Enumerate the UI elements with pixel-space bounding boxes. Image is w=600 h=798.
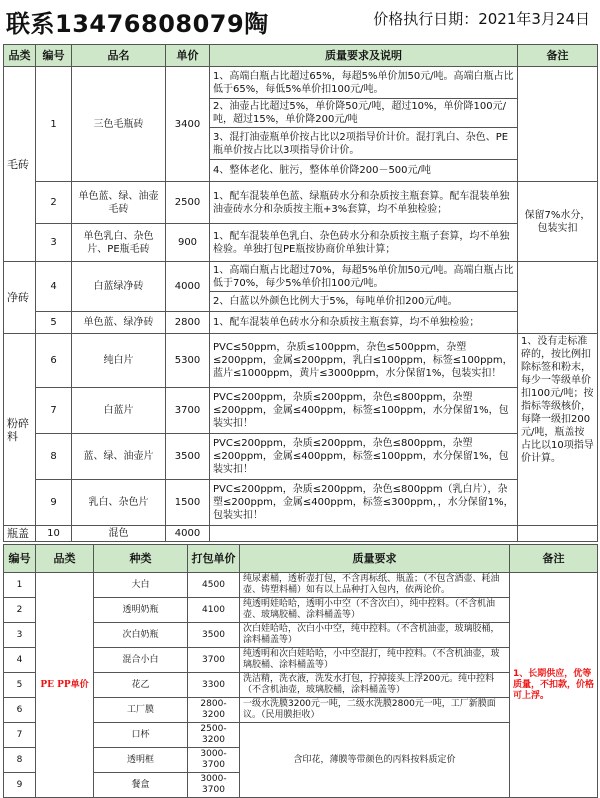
col-number: 编号 xyxy=(36,45,72,67)
row-number: 9 xyxy=(4,773,36,798)
table-row xyxy=(4,598,598,623)
col-name: 品名 xyxy=(72,45,166,67)
table-row xyxy=(4,224,598,262)
row-price: 1500 xyxy=(166,480,210,526)
row-kind: 花乙 xyxy=(94,673,188,698)
row-name: 单色蓝、绿净砖 xyxy=(72,312,166,334)
row-kind: 混合小白 xyxy=(94,648,188,673)
row-number: 1 xyxy=(36,67,72,182)
effective-date: 价格执行日期：2021年3月24日 xyxy=(373,10,590,28)
col-category: 品类 xyxy=(4,45,36,67)
col-price: 单价 xyxy=(166,45,210,67)
table-row xyxy=(4,312,598,334)
row-price: 3000-3700 xyxy=(188,773,240,798)
row-price: 3300 xyxy=(188,673,240,698)
col-kind: 种类 xyxy=(94,545,188,573)
table-row xyxy=(4,480,598,526)
row-name: 单色蓝、绿、油壶毛砖 xyxy=(72,182,166,224)
row-name: 混色 xyxy=(72,526,166,542)
desc-text: 3、混打油壶瓶单价按占比以2项指导价计价。混打乳白、杂色、PE瓶单价按占比以3项指导价计价。 xyxy=(210,128,518,160)
empty-cell xyxy=(210,526,518,542)
page-header xyxy=(0,0,600,44)
category-ping: 瓶盖 xyxy=(4,526,36,542)
row-number: 3 xyxy=(4,623,36,648)
empty-note xyxy=(518,67,598,182)
contact-phone: 联系13476808079陶 xyxy=(6,10,269,38)
row-number: 9 xyxy=(36,480,72,526)
table-row xyxy=(4,698,598,723)
row-number: 10 xyxy=(36,526,72,542)
row-name: 蓝、绿、油壶片 xyxy=(72,434,166,480)
row-number: 7 xyxy=(36,388,72,434)
table-row xyxy=(4,262,598,292)
row-number: 2 xyxy=(4,598,36,623)
desc-text: PVC≤200ppm，杂质≤200ppm，杂色≤800ppm（乳白片），杂塑≤200ppm，金属≤400ppm，标签≤300ppm，，水分保留1%，包装实扣！ xyxy=(210,480,518,526)
row-price: 3700 xyxy=(188,648,240,673)
note-fen: 1、没有走标准碎的，按比例扣除标签和粉末，每少一等级单价扣100元/吨；按指标等级核价，每降一级扣200元/吨，瓶盖按占比以10项指导价计算。 xyxy=(518,334,598,526)
row-number: 4 xyxy=(4,648,36,673)
row-price: 900 xyxy=(166,224,210,262)
row-price: 4100 xyxy=(188,598,240,623)
row-requirement: 纯尿素桶，透析壶打包，不含再标纸、瓶盖；（不包含酒壶、耗油壶、铸塑料桶）如有以上品种打入包内，依两论价。 xyxy=(240,573,510,598)
row-name: 白蓝片 xyxy=(72,388,166,434)
row-price: 4500 xyxy=(188,573,240,598)
price-table-pe-pp xyxy=(3,544,598,798)
row-requirement: 含印花，薄膜等带颜色的丙料按料质定价 xyxy=(240,723,510,798)
table-row xyxy=(4,648,598,673)
col-note: 备注 xyxy=(510,545,598,573)
desc-text: 1、配车混装单色砖水分和杂质按主瓶套算，均不单独检验； xyxy=(210,312,518,334)
row-number: 6 xyxy=(4,698,36,723)
category-fen: 粉碎料 xyxy=(4,334,36,526)
row-name: 三色毛瓶砖 xyxy=(72,67,166,182)
desc-text: 1、高端白瓶占比超过70%，每超5%单价加50元/吨。高端白瓶占比低于70%，每少5%单价扣100元/吨。 xyxy=(210,262,518,292)
row-requirement: 纯透明和次白娃哈哈，小中空混打，纯中控料。（不含机油壶，玻璃胶桶、涂料桶盖等） xyxy=(240,648,510,673)
table-row xyxy=(4,623,598,648)
row-requirement: 一级水洗膜3200元一吨，二级水洗膜2800元一吨，工厂新膜面议。（民用膜拒收） xyxy=(240,698,510,723)
row-price: 3400 xyxy=(166,67,210,182)
row-kind: 工厂膜 xyxy=(94,698,188,723)
col-pack-price: 打包单价 xyxy=(188,545,240,573)
table-row xyxy=(4,673,598,698)
row-kind: 次白奶瓶 xyxy=(94,623,188,648)
row-name: 纯白片 xyxy=(72,334,166,388)
table-row xyxy=(4,723,598,748)
row-price: 4000 xyxy=(166,526,210,542)
row-number: 6 xyxy=(36,334,72,388)
desc-text: 1、高端白瓶占比超过65%，每超5%单价加50元/吨。高端白瓶占比低于65%，每低5%单价扣100元/吨。 xyxy=(210,67,518,99)
table2-header-row xyxy=(4,545,598,573)
row-number: 5 xyxy=(4,673,36,698)
note-pe-pp: 1、长期供应，优等质量，不扣款，价格可上浮。 xyxy=(510,573,598,798)
row-kind: 透明奶瓶 xyxy=(94,598,188,623)
row-kind: 透明框 xyxy=(94,748,188,773)
price-table-bottle-brick xyxy=(3,44,598,542)
desc-text: PVC≤200ppm，杂质≤200ppm，杂色≤800ppm，杂塑≤200ppm，金属≤400ppm，标签≤100ppm，水分保留1%，包装实扣！ xyxy=(210,388,518,434)
row-number: 8 xyxy=(4,748,36,773)
category-pe-pp: PE PP单价 xyxy=(36,573,94,798)
row-name: 单色乳白、杂色片、PE瓶毛砖 xyxy=(72,224,166,262)
desc-text: 1、配车混装单色乳白、杂色砖水分和杂质按主瓶子套算，均不单独检验。单独打包PE瓶按协商价单独计算； xyxy=(210,224,518,262)
desc-text: 2、白蓝以外颜色比例大于5%，每吨单价扣200元/吨。 xyxy=(210,292,518,312)
col-quality: 质量要求及说明 xyxy=(210,45,518,67)
note-mao: 保留7%水分，包装实扣 xyxy=(518,182,598,262)
row-number: 2 xyxy=(36,182,72,224)
col-category: 品类 xyxy=(36,545,94,573)
table-row xyxy=(4,388,598,434)
row-number: 8 xyxy=(36,434,72,480)
row-kind: 口杯 xyxy=(94,723,188,748)
row-price: 5300 xyxy=(166,334,210,388)
row-price: 3500 xyxy=(188,623,240,648)
row-price: 3700 xyxy=(166,388,210,434)
desc-text: 4、整体老化、脏污，整体单价降200－500元/吨 xyxy=(210,160,518,182)
table-row xyxy=(4,67,598,99)
desc-text: 1、配车混装单色蓝、绿瓶砖水分和杂质按主瓶套算。配车混装单独油壶砖水分和杂质按主瓶+3%套算，均不单独检验； xyxy=(210,182,518,224)
empty-note xyxy=(518,262,598,334)
row-number: 5 xyxy=(36,312,72,334)
desc-text: PVC≤50ppm，杂质≤100ppm，杂色≤500ppm，杂塑≤200ppm，金属≤200ppm，乳白≤100ppm，标签≤100ppm，蓝片≤1000ppm，黄片≤3000ppm，水分保留1%，包装实扣！ xyxy=(210,334,518,388)
row-requirement: 纯透明娃哈哈，透明小中空（不含次白），纯中控料。（不含机油壶、玻璃胶桶、涂料桶盖等） xyxy=(240,598,510,623)
col-note: 备注 xyxy=(518,45,598,67)
table-row xyxy=(4,434,598,480)
table-row xyxy=(4,526,598,542)
row-price: 2800 xyxy=(166,312,210,334)
table1-header-row xyxy=(4,45,598,67)
desc-text: PVC≤200ppm，杂质≤200ppm，杂色≤800ppm，杂塑≤200ppm，金属≤400ppm，标签≤100ppm，水分保留1%，包装实扣！ xyxy=(210,434,518,480)
row-name: 乳白、杂色片 xyxy=(72,480,166,526)
row-name: 白蓝绿净砖 xyxy=(72,262,166,312)
col-number: 编号 xyxy=(4,545,36,573)
row-kind: 大白 xyxy=(94,573,188,598)
table-row xyxy=(4,573,598,598)
row-price: 2500-3200 xyxy=(188,723,240,748)
table-row xyxy=(4,334,598,388)
empty-cell xyxy=(518,526,598,542)
desc-text: 2、油壶占比超过5%，单价降50元/吨，超过10%，单价降100元/吨，超过15%，单价降200元/吨 xyxy=(210,99,518,128)
row-price: 2500 xyxy=(166,182,210,224)
row-number: 7 xyxy=(4,723,36,748)
row-requirement: 洗洁精，洗衣液，洗发水打包，拧掉接头上浮200元。纯中控料（不含机油壶，玻璃胶桶，涂料桶盖等） xyxy=(240,673,510,698)
row-number: 4 xyxy=(36,262,72,312)
row-price: 4000 xyxy=(166,262,210,312)
row-number: 1 xyxy=(4,573,36,598)
col-quality: 质量要求 xyxy=(240,545,510,573)
category-mao: 毛砖 xyxy=(4,67,36,262)
category-jing: 净砖 xyxy=(4,262,36,334)
row-price: 3000-3700 xyxy=(188,748,240,773)
table-row xyxy=(4,182,598,224)
row-requirement: 次白娃哈哈，次白小中空，纯中控料。（不含机油壶，玻璃胶桶，涂料桶盖等） xyxy=(240,623,510,648)
row-number: 3 xyxy=(36,224,72,262)
row-price: 3500 xyxy=(166,434,210,480)
row-price: 2800-3200 xyxy=(188,698,240,723)
row-kind: 餐盒 xyxy=(94,773,188,798)
